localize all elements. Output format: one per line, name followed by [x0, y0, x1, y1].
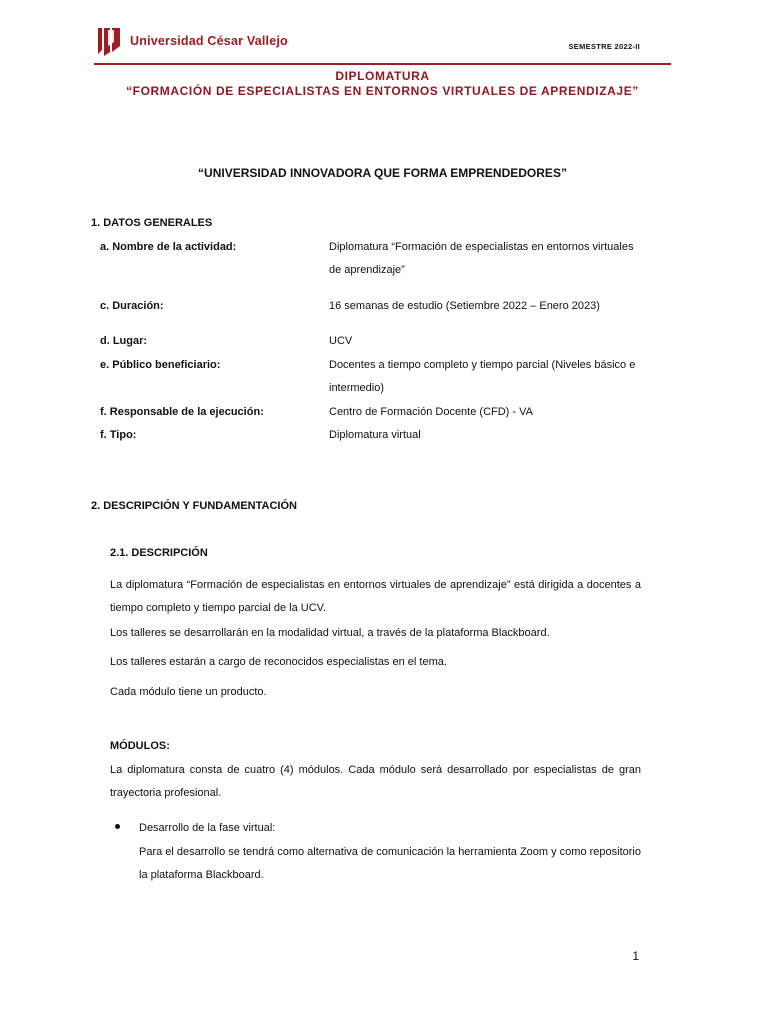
location-value: UCV: [329, 335, 353, 347]
header-divider: [94, 63, 671, 65]
type-value: Diplomatura virtual: [329, 429, 421, 441]
beneficiaries-label: e. Público beneficiario:: [100, 359, 221, 371]
bullet-text: Para el desarrollo se tendrá como alternativa de comunicación la herramienta Zoom y como repositorio la plataforma Blackboard.: [139, 846, 641, 881]
type-label: f. Tipo:: [100, 429, 137, 441]
description-paragraph-2: Los talleres se desarrollarán en la modalidad virtual, a través de la plataforma Blackboard.: [110, 627, 550, 639]
activity-name-value: Diplomatura “Formación de especialistas en entornos virtuales de aprendizaje”: [329, 241, 634, 276]
bullet-icon: [115, 824, 120, 829]
responsible-value: Centro de Formación Docente (CFD) - VA: [329, 406, 533, 418]
description-paragraph-3: Los talleres estarán a cargo de reconocidos especialistas en el tema.: [110, 656, 447, 668]
modules-title: MÓDULOS:: [110, 740, 170, 752]
program-name: “FORMACIÓN DE ESPECIALISTAS EN ENTORNOS VIRTUALES DE APRENDIZAJE”: [126, 84, 639, 98]
description-paragraph-4: Cada módulo tiene un producto.: [110, 686, 267, 698]
program-type: DIPLOMATURA: [335, 69, 430, 83]
location-label: d. Lugar:: [100, 335, 148, 347]
semester-label: SEMESTRE 2022-II: [568, 42, 640, 51]
university-logo: [96, 26, 288, 56]
ucv-emblem-icon: [96, 26, 122, 56]
modules-text: La diplomatura consta de cuatro (4) módulos. Cada módulo será desarrollado por especialistas de gran trayectoria profesional.: [110, 764, 641, 799]
duration-value: 16 semanas de estudio (Setiembre 2022 – Enero 2023): [329, 300, 600, 312]
description-paragraph-1: La diplomatura “Formación de especialistas en entornos virtuales de aprendizaje” está dirigida a docentes a tiempo completo y tiempo parcial de la UCV.: [110, 579, 641, 614]
section1-title: 1. DATOS GENERALES: [91, 217, 213, 229]
section2-title: 2. DESCRIPCIÓN Y FUNDAMENTACIÓN: [91, 500, 297, 512]
bullet-title: Desarrollo de la fase virtual:: [139, 822, 276, 834]
duration-label: c. Duración:: [100, 300, 164, 312]
page-number: 1: [632, 949, 639, 963]
responsible-label: f. Responsable de la ejecución:: [100, 406, 264, 418]
beneficiaries-value: Docentes a tiempo completo y tiempo parcial (Niveles básico e intermedio): [329, 359, 636, 394]
university-name: Universidad César Vallejo: [130, 34, 288, 48]
description-subtitle: 2.1. DESCRIPCIÓN: [110, 547, 208, 559]
slogan: “UNIVERSIDAD INNOVADORA QUE FORMA EMPRENDEDORES”: [198, 166, 567, 180]
activity-name-label: a. Nombre de la actividad:: [100, 241, 237, 253]
